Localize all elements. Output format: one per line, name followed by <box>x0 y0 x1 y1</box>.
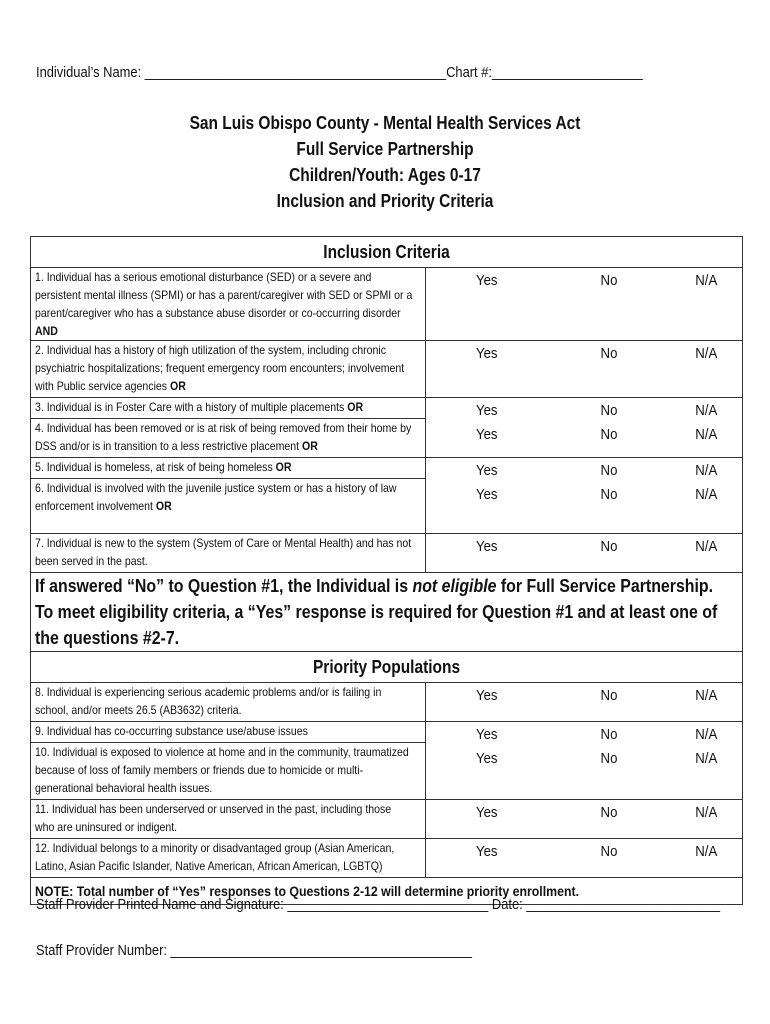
no-option[interactable]: No <box>600 804 617 821</box>
title-block <box>0 110 770 214</box>
criteria-row: 3. Individual is in Foster Care with a history of multiple placements OR Yes Yes No No N/A N/A <box>31 398 743 419</box>
eligibility-warning: If answered “No” to Question #1, the Individual is not eligible for Full Service Partnership. To meet eligibility criteria, a “Yes” response is required for Question #1 and at least one of the questions #2-7. <box>35 575 718 648</box>
no-option[interactable]: No <box>600 462 617 479</box>
title-line-3: Children/Youth: Ages 0-17 <box>289 165 481 185</box>
provider-number-blank[interactable]: __________________________________________ <box>170 942 472 959</box>
header-line <box>36 64 643 81</box>
no-option[interactable]: No <box>600 843 617 860</box>
criteria-row: 12. Individual belongs to a minority or disadvantaged group (Asian American, Latino, Asian Pacific Islander, Native American, African American, LGBTQ) Yes No N/A <box>31 839 743 878</box>
yes-option[interactable]: Yes <box>475 687 498 704</box>
signature-label: Staff Provider Printed Name and Signature: <box>36 896 288 913</box>
na-option[interactable]: N/A <box>694 538 717 555</box>
yes-option[interactable]: Yes <box>475 804 498 821</box>
criteria-table <box>30 236 743 905</box>
signature-blank[interactable]: ____________________________ <box>287 896 489 913</box>
priority-heading: Priority Populations <box>312 657 461 677</box>
na-option[interactable]: N/A <box>694 426 717 443</box>
criteria-row: 6. Individual is involved with the juvenile justice system or has a history of law enforcement involvement OR <box>31 479 743 534</box>
no-option[interactable]: No <box>600 750 617 767</box>
priority-note: NOTE: Total number of “Yes” responses to Questions 2-12 will determine priority enrollment. <box>35 883 580 899</box>
chart-label: Chart #: <box>446 64 492 81</box>
yes-option[interactable]: Yes <box>475 486 498 503</box>
criteria-row: 7. Individual is new to the system (System of Care or Mental Health) and has not been served in the past. Yes No N/A <box>31 534 743 573</box>
yes-option[interactable]: Yes <box>475 843 498 860</box>
criteria-row: 11. Individual has been underserved or unserved in the past, including those who are uninsured or indigent. Yes No N/A <box>31 800 743 839</box>
na-option[interactable]: N/A <box>694 486 717 503</box>
inclusion-heading: Inclusion Criteria <box>323 242 450 262</box>
yes-option[interactable]: Yes <box>475 726 498 743</box>
criteria-row: 9. Individual has co-occurring substance use/abuse issues Yes Yes No No N/A N/A <box>31 722 743 743</box>
yes-option[interactable]: Yes <box>475 462 498 479</box>
na-option[interactable]: N/A <box>694 726 717 743</box>
yes-option[interactable]: Yes <box>475 426 498 443</box>
na-option[interactable]: N/A <box>694 687 717 704</box>
no-option[interactable]: No <box>600 345 617 362</box>
name-label: Individual’s Name: <box>36 64 145 81</box>
na-option[interactable]: N/A <box>694 804 717 821</box>
na-option[interactable]: N/A <box>694 345 717 362</box>
no-option[interactable]: No <box>600 402 617 419</box>
criteria-row: 5. Individual is homeless, at risk of being homeless OR Yes Yes No No N/A N/A <box>31 458 743 479</box>
yes-option[interactable]: Yes <box>475 538 498 555</box>
no-option[interactable]: No <box>600 726 617 743</box>
signature-line <box>36 896 720 913</box>
eligibility-warning-row <box>31 573 743 652</box>
priority-heading-row <box>31 652 743 683</box>
yes-option[interactable]: Yes <box>475 402 498 419</box>
no-option[interactable]: No <box>600 687 617 704</box>
date-label: Date: <box>488 896 527 913</box>
yes-option[interactable]: Yes <box>475 750 498 767</box>
no-option[interactable]: No <box>600 538 617 555</box>
na-option[interactable]: N/A <box>694 272 717 289</box>
criteria-row: 4. Individual has been removed or is at risk of being removed from their home by DSS and/or is in transition to a less restrictive placement OR <box>31 419 743 458</box>
yes-option[interactable]: Yes <box>475 345 498 362</box>
no-option[interactable]: No <box>600 486 617 503</box>
criteria-row: 10. Individual is exposed to violence at home and in the community, traumatized because of loss of family members or friends due to homicide or multi-generational behavioral health issues. <box>31 743 743 800</box>
no-option[interactable]: No <box>600 272 617 289</box>
provider-number-label: Staff Provider Number: <box>36 942 171 959</box>
no-option[interactable]: No <box>600 426 617 443</box>
title-line-1: San Luis Obispo County - Mental Health Services Act <box>189 113 581 133</box>
criteria-row: 2. Individual has a history of high utilization of the system, including chronic psychiatric hospitalizations; frequent emergency room encounters; involvement with Public service agencies OR Yes No N/A <box>31 341 743 398</box>
provider-number-line <box>36 942 472 959</box>
title-line-4: Inclusion and Priority Criteria <box>276 191 494 211</box>
criteria-row: 8. Individual is experiencing serious academic problems and/or is failing in school, and/or meets 26.5 (AB3632) criteria. Yes No N/A <box>31 683 743 722</box>
name-blank[interactable]: __________________________________________ <box>144 64 447 81</box>
na-option[interactable]: N/A <box>694 750 717 767</box>
yes-option[interactable]: Yes <box>475 272 498 289</box>
chart-blank[interactable]: _____________________ <box>491 64 643 81</box>
title-line-2: Full Service Partnership <box>296 139 474 159</box>
na-option[interactable]: N/A <box>694 462 717 479</box>
na-option[interactable]: N/A <box>694 402 717 419</box>
inclusion-heading-row <box>31 237 743 268</box>
date-blank[interactable]: ___________________________ <box>526 896 721 913</box>
criteria-row: 1. Individual has a serious emotional disturbance (SED) or a severe and persistent mental illness (SPMI) or has a parent/caregiver with SED or SPMI or a parent/caregiver who has a substance abuse disorder or co-occurring disorder AND Yes No N/A <box>31 268 743 341</box>
na-option[interactable]: N/A <box>694 843 717 860</box>
